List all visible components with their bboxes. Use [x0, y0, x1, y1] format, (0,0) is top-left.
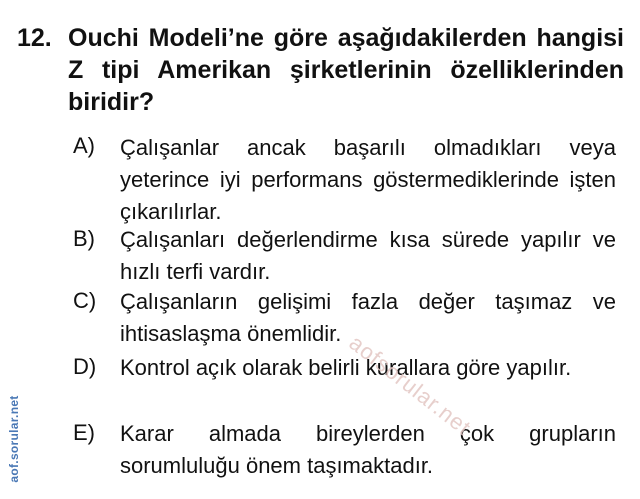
option-b-text: Çalışanları değerlendirme kısa sürede yapılır ve hızlı terfi vardır. [120, 227, 616, 284]
option-c-letter: C) [73, 288, 97, 313]
option-e-letter: E) [73, 420, 95, 445]
side-watermark: aof.sorular.net [7, 395, 21, 483]
question-number: 12. [17, 24, 52, 52]
option-d-letter: D) [73, 354, 97, 379]
option-d-text: Kontrol açık olarak belirli kurallara göre yapılır. [120, 355, 572, 380]
diagonal-watermark: aofsorular.net [344, 330, 477, 441]
option-e-text: Karar almada bireylerden çok grupların sorumluluğu önem taşımaktadır. [120, 421, 616, 478]
option-a-letter: A) [73, 133, 95, 158]
option-c-text: Çalışanların gelişimi fazla değer taşımaz ve ihtisaslaşma önemlidir. [120, 289, 616, 346]
option-b-letter: B) [73, 226, 95, 251]
question-text: Ouchi Modeli’ne göre aşağıdakilerden hangisi Z tipi Amerikan şirketlerinin özelliklerinden biridir? [68, 24, 624, 116]
option-a-text: Çalışanlar ancak başarılı olmadıkları veya yeterince iyi performans göstermediklerinde işten çıkarılırlar. [120, 135, 616, 224]
